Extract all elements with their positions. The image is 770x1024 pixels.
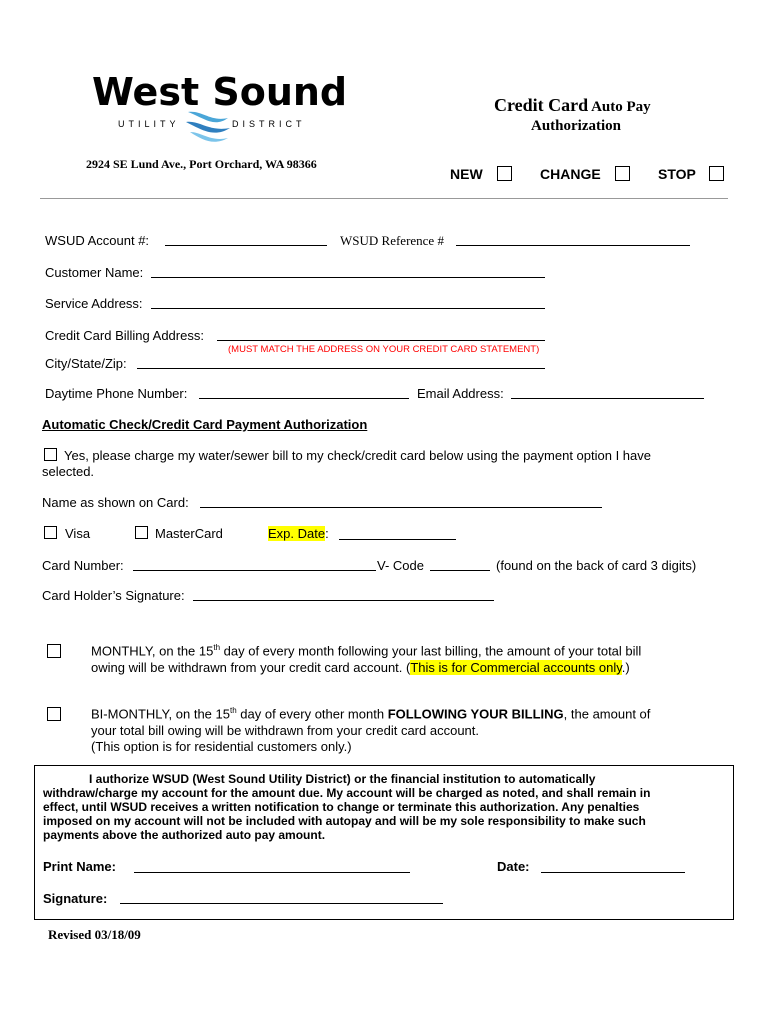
reference-field[interactable] [456, 245, 690, 246]
customer-name-label: Customer Name: [45, 265, 144, 280]
section-heading: Automatic Check/Credit Card Payment Authorization [42, 417, 368, 432]
monthly-commercial-highlight: This is for Commercial accounts only [410, 660, 622, 675]
monthly-checkbox[interactable] [47, 644, 61, 658]
signature-field[interactable] [120, 903, 443, 904]
option-new-label: NEW [450, 166, 483, 182]
auth-line1: I authorize WSUD (West Sound Utility District) or the financial institution to automatically [89, 772, 596, 786]
customer-name-field[interactable] [151, 277, 545, 278]
yes-text-line1: Yes, please charge my water/sewer bill to my check/credit card below using the payment option I have [64, 448, 651, 463]
bimonthly-sup: th [229, 706, 237, 715]
monthly-line1 [91, 643, 641, 658]
bimonthly-line2: your total bill owing will be withdrawn from your credit card account. [91, 723, 480, 738]
visa-checkbox[interactable] [44, 526, 57, 539]
phone-field[interactable] [199, 398, 409, 399]
auth-line5: payments above the authorized auto pay amount. [43, 828, 326, 842]
cardholder-signature-label: Card Holder’s Signature: [42, 588, 185, 603]
vcode-note: (found on the back of card 3 digits) [496, 558, 697, 573]
city-state-zip-field[interactable] [137, 368, 545, 369]
vcode-label: V- Code [377, 558, 424, 573]
auth-date-label: Date: [497, 859, 530, 874]
monthly-text-b: day of every month following your last billing, the amount of your total bill [220, 643, 642, 659]
exp-date-field[interactable] [339, 539, 456, 540]
card-number-label: Card Number: [42, 558, 124, 573]
monthly-line2-a: owing will be withdrawn from your credit card account. ( [91, 660, 411, 675]
billing-address-label: Credit Card Billing Address: [45, 328, 204, 343]
card-number-field[interactable] [133, 570, 376, 571]
mastercard-checkbox[interactable] [135, 526, 148, 539]
bimonthly-checkbox[interactable] [47, 707, 61, 721]
monthly-sup: th [213, 643, 221, 652]
account-field[interactable] [165, 245, 327, 246]
auth-line3: effect, until WSUD receives a written notification to change or terminate this authorization. Any penalties [43, 800, 640, 814]
print-name-field[interactable] [134, 872, 410, 873]
city-state-zip-label: City/State/Zip: [45, 356, 127, 371]
logo-subtitle-left: UTILITY [118, 119, 180, 129]
vcode-field[interactable] [430, 570, 490, 571]
email-field[interactable] [511, 398, 704, 399]
option-stop-checkbox[interactable] [709, 166, 724, 181]
signature-label: Signature: [43, 891, 108, 906]
title-auto-pay: Auto Pay [588, 99, 651, 115]
form-title-line2: Authorization [531, 118, 621, 134]
exp-date-label [268, 526, 329, 541]
option-stop-label: STOP [658, 166, 696, 182]
exp-date-highlight: Exp. Date [268, 526, 326, 541]
option-change-label: CHANGE [540, 166, 601, 182]
mastercard-label: MasterCard [155, 526, 223, 541]
reference-label: WSUD Reference # [340, 233, 444, 248]
auth-date-field[interactable] [541, 872, 685, 873]
option-new-checkbox[interactable] [497, 166, 512, 181]
email-label: Email Address: [417, 386, 504, 401]
monthly-text-a: MONTHLY, on the 15 [91, 643, 214, 659]
header-divider [40, 198, 728, 199]
option-change-checkbox[interactable] [615, 166, 630, 181]
billing-address-note: (MUST MATCH THE ADDRESS ON YOUR CREDIT CARD STATEMENT) [228, 344, 540, 355]
logo-title: West Sound [92, 70, 348, 114]
phone-label: Daytime Phone Number: [45, 386, 188, 401]
service-address-field[interactable] [151, 308, 545, 309]
billing-address-field[interactable] [217, 340, 545, 341]
auth-line4: imposed on my account will not be included with autopay and will be my sole responsibility to make such [43, 814, 646, 828]
name-on-card-label: Name as shown on Card: [42, 495, 189, 510]
visa-label: Visa [65, 526, 91, 541]
bimonthly-text-b: day of every other month [236, 706, 388, 722]
district-address: 2924 SE Lund Ave., Port Orchard, WA 98366 [86, 157, 317, 171]
yes-text-line2: selected. [42, 464, 95, 479]
service-address-label: Service Address: [45, 296, 143, 311]
title-credit-card: Credit Card [494, 95, 589, 115]
monthly-line2-b: .) [621, 660, 630, 675]
bimonthly-text-c: , the amount of [563, 706, 651, 722]
print-name-label: Print Name: [43, 859, 116, 874]
form-title-line1 [494, 95, 651, 116]
monthly-line2 [91, 660, 630, 675]
cardholder-signature-field[interactable] [193, 600, 494, 601]
bimonthly-text-a: BI-MONTHLY, on the 15 [91, 706, 230, 722]
account-label: WSUD Account #: [45, 233, 150, 248]
exp-date-colon: : [325, 526, 329, 541]
auth-line2: withdraw/charge my account for the amount due. My account will be charged as noted, and shall remain in [43, 786, 651, 800]
logo-subtitle-right: DISTRICT [232, 119, 306, 129]
wave-logo-icon [184, 108, 234, 148]
yes-checkbox[interactable] [44, 448, 57, 461]
name-on-card-field[interactable] [200, 507, 602, 508]
authorization-box [34, 765, 734, 920]
revised-date: Revised 03/18/09 [48, 927, 141, 942]
bimonthly-line1 [91, 706, 650, 721]
bimonthly-line3: (This option is for residential customers only.) [91, 739, 352, 754]
bimonthly-bold: FOLLOWING YOUR BILLING [387, 706, 564, 722]
